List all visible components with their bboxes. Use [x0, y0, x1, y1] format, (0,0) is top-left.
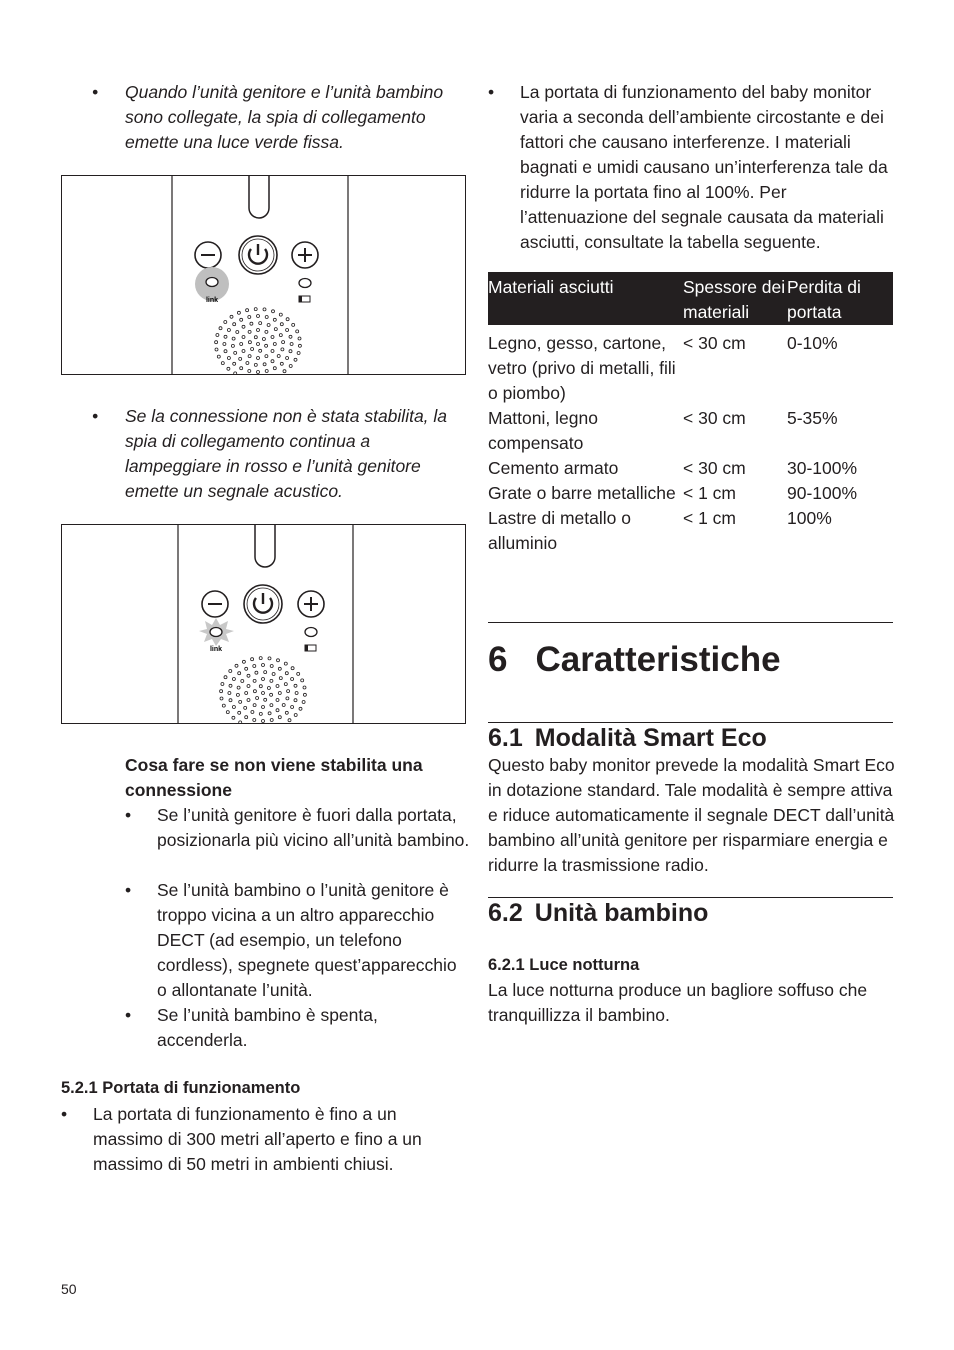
table-cell: 5-35%	[787, 408, 838, 428]
table-row	[488, 481, 893, 506]
page-number: 50	[61, 1281, 77, 1297]
speaker-grille-icon	[215, 308, 302, 374]
bullet-mark: •	[125, 1005, 132, 1025]
link-light-icon	[195, 267, 229, 301]
table-row	[488, 506, 893, 556]
table-row	[488, 456, 893, 481]
chapter-rule	[488, 622, 893, 623]
plus-button-icon	[298, 591, 324, 617]
table-cell: Grate o barre metalliche	[488, 483, 676, 503]
battery-icon	[305, 645, 316, 651]
range-bullet	[488, 80, 898, 255]
status-light-icon	[305, 628, 317, 637]
bullet-mark: •	[125, 880, 132, 900]
materials-table	[488, 272, 893, 556]
power-button-icon	[244, 585, 282, 623]
section-title: Unità bambino	[534, 899, 709, 927]
figure-link-steady	[61, 175, 466, 375]
section-number: 6.1	[488, 724, 523, 752]
power-button-icon	[239, 236, 277, 274]
table-cell: Mattoni, legno compensato	[488, 408, 598, 453]
troubleshoot-item	[125, 803, 470, 853]
bullet-text: La portata di funzionamento è fino a un massimo di 300 metri all’aperto e fino a un massimo di 50 metri in ambienti chiusi.	[93, 1104, 422, 1174]
troubleshoot-item	[125, 1003, 470, 1053]
table-header: Spessore dei materiali	[683, 272, 787, 325]
table-cell: < 30 cm	[683, 333, 746, 353]
troubleshoot-heading: Cosa fare se non viene stabilita una connessione	[125, 755, 423, 800]
chapter-number: 6	[488, 640, 508, 679]
bullet-text: Se l’unità bambino o l’unità genitore è troppo vicina a un altro apparecchio DECT (ad esempio, un telefono cordless), spegnete quest’apparecchio o allontanate l’unità.	[157, 880, 457, 1000]
table-header: Perdita di portata	[787, 272, 893, 325]
table-cell: 90-100%	[787, 483, 858, 503]
table-header: Materiali asciutti	[488, 272, 683, 325]
bullet-item-link-red	[92, 404, 468, 504]
table-cell: Legno, gesso, cartone, vetro (privo di metalli, fili o piombo)	[488, 333, 676, 403]
baby-unit-illustration	[62, 525, 465, 723]
section-rule	[488, 897, 893, 898]
section-621-heading: 6.2.1 Luce notturna	[488, 956, 640, 974]
table-cell: < 1 cm	[683, 508, 737, 528]
bullet-mark: •	[92, 406, 99, 426]
bullet-mark: •	[488, 82, 495, 102]
speaker-grille-icon	[220, 657, 307, 723]
section-521-item	[61, 1102, 446, 1177]
bullet-mark: •	[61, 1104, 68, 1124]
minus-button-icon	[202, 591, 228, 617]
table-cell: Cemento armato	[488, 458, 619, 478]
section-521-heading: 5.2.1 Portata di funzionamento	[61, 1079, 301, 1097]
table-cell: < 1 cm	[683, 483, 737, 503]
section-61-heading	[488, 724, 767, 753]
troubleshoot-item	[125, 878, 470, 1003]
table-cell: 0-10%	[787, 333, 838, 353]
table-cell: < 30 cm	[683, 408, 746, 428]
link-label: link	[209, 646, 223, 653]
table-row	[488, 406, 893, 456]
battery-icon	[299, 296, 310, 302]
link-light-blinking-icon	[199, 618, 234, 646]
bullet-text: Quando l’unità genitore e l’unità bambino sono collegate, la spia di collegamento emette una luce verde fissa.	[125, 82, 444, 152]
bullet-mark: •	[125, 805, 132, 825]
section-number: 6.2	[488, 899, 523, 927]
section-61-body: Questo baby monitor prevede la modalità Smart Eco in dotazione standard. Tale modalità è sempre attiva e riduce automaticamente il segnale DECT dall’unità bambino all’unità genitore per risparmiare energia e ridurre la trasmissione radio.	[488, 755, 895, 875]
section-title: Modalità Smart Eco	[534, 724, 767, 752]
chapter-heading	[488, 640, 781, 680]
table-cell: < 30 cm	[683, 458, 746, 478]
table-header-row	[488, 272, 893, 325]
figure-link-blinking	[61, 524, 466, 724]
bullet-text: La portata di funzionamento del baby monitor varia a seconda dell’ambiente circostante e dei fattori che causano interferenze. I materiali bagnati e umidi causano un’interferenza tale da ridurre la portata fino al 100%. Per l’attenuazione del segnale causata da materiali asciutti, consultate la tabella seguente.	[520, 82, 888, 252]
bullet-text: Se l’unità genitore è fuori dalla portata, posizionarla più vicino all’unità bambino.	[157, 805, 470, 850]
minus-button-icon	[195, 242, 221, 268]
baby-unit-illustration	[62, 176, 465, 374]
link-label: link	[205, 297, 219, 304]
table-cell: 30-100%	[787, 458, 858, 478]
section-rule	[488, 722, 893, 723]
table-cell: Lastre di metallo o alluminio	[488, 508, 631, 553]
bullet-text: Se la connessione non è stata stabilita, la spia di collegamento continua a lampeggiare in rosso e l’unità genitore emette un segnale acustico.	[125, 406, 448, 501]
chapter-title: Caratteristiche	[535, 640, 781, 679]
table-row	[488, 325, 893, 406]
table-cell: 100%	[787, 508, 832, 528]
status-light-icon	[299, 279, 311, 288]
bullet-mark: •	[92, 82, 99, 102]
bullet-item-link-green	[92, 80, 452, 155]
section-62-heading	[488, 899, 708, 928]
bullet-text: Se l’unità bambino è spenta, accenderla.	[157, 1005, 378, 1050]
plus-button-icon	[292, 242, 318, 268]
section-621-body: La luce notturna produce un bagliore soffuso che tranquillizza il bambino.	[488, 980, 868, 1025]
